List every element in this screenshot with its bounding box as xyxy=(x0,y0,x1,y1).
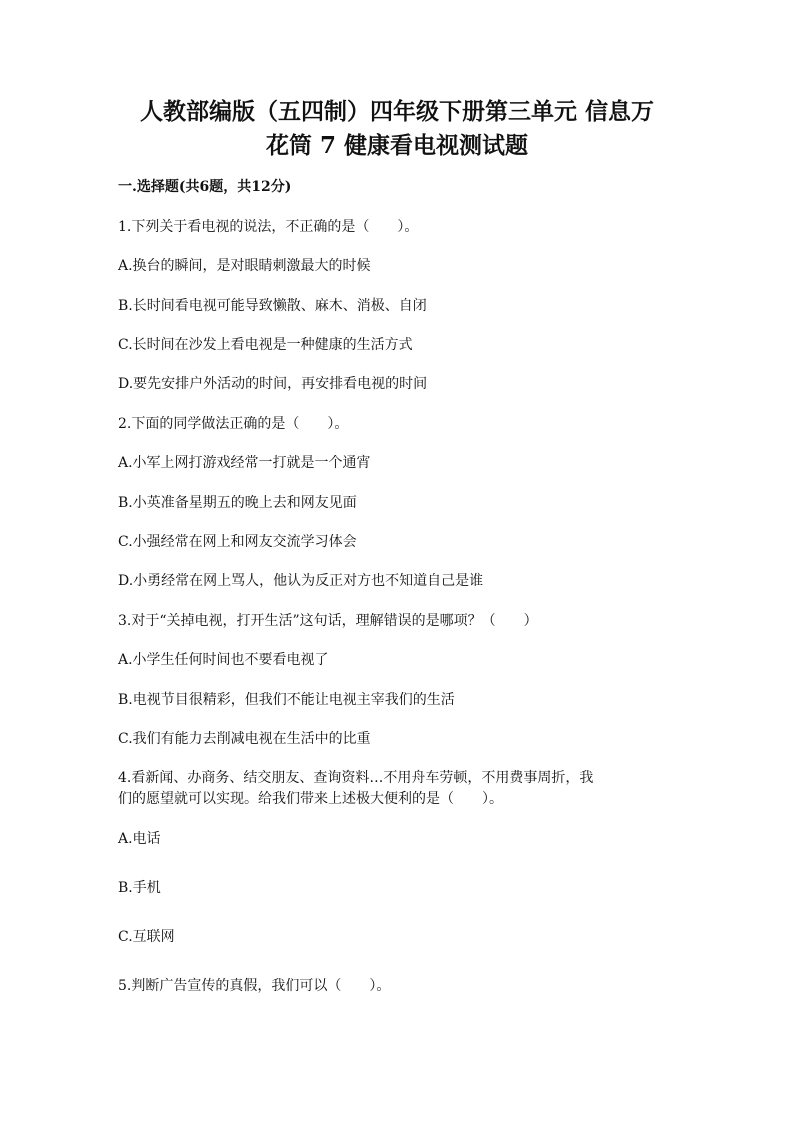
page-title-line-2: 花筒 7 健康看电视测试题 xyxy=(265,132,529,159)
question-3-stem: 3.对于“关掉电视，打开生活”这句话，理解错误的是哪项？（ ） xyxy=(118,613,538,629)
question-1-stem: 1.下列关于看电视的说法，不正确的是（ ）。 xyxy=(118,219,419,235)
question-2-option-d: D.小勇经常在网上骂人，他认为反正对方也不知道自己是谁 xyxy=(118,573,484,589)
question-2-stem: 2.下面的同学做法正确的是（ ）。 xyxy=(118,416,349,432)
question-1-option-d: D.要先安排户外活动的时间，再安排看电视的时间 xyxy=(118,376,428,392)
question-4-option-b: B.手机 xyxy=(118,880,161,896)
question-3-option-c: C.我们有能力去削减电视在生活中的比重 xyxy=(118,731,371,747)
page-title-line-1: 人教部编版（五四制）四年级下册第三单元 信息万 xyxy=(139,98,654,125)
section-heading: 一.选择题(共6题，共12分) xyxy=(118,179,292,195)
question-1-option-c: C.长时间在沙发上看电视是一种健康的生活方式 xyxy=(118,337,413,353)
question-3-option-a: A.小学生任何时间也不要看电视了 xyxy=(118,652,329,668)
question-5-stem: 5.判断广告宣传的真假，我们可以（ ）。 xyxy=(118,978,391,994)
question-4-stem-line-1: 4.看新闻、办商务、结交朋友、查询资料…不用舟车劳顿，不用费事周折，我 xyxy=(118,770,594,786)
question-2-option-c: C.小强经常在网上和网友交流学习体会 xyxy=(118,534,357,550)
question-1-option-a: A.换台的瞬间，是对眼睛刺激最大的时候 xyxy=(118,258,371,274)
question-4-option-a: A.电话 xyxy=(118,831,161,847)
question-2-option-a: A.小军上网打游戏经常一打就是一个通宵 xyxy=(118,455,371,471)
question-3-option-b: B.电视节目很精彩，但我们不能让电视主宰我们的生活 xyxy=(118,692,455,708)
question-1-option-b: B.长时间看电视可能导致懒散、麻木、消极、自闭 xyxy=(118,298,427,314)
question-2-option-b: B.小英准备星期五的晚上去和网友见面 xyxy=(118,495,357,511)
question-4-stem-line-2: 们的愿望就可以实现。给我们带来上述极大便利的是（ ）。 xyxy=(118,791,503,807)
question-4-option-c: C.互联网 xyxy=(118,929,175,945)
